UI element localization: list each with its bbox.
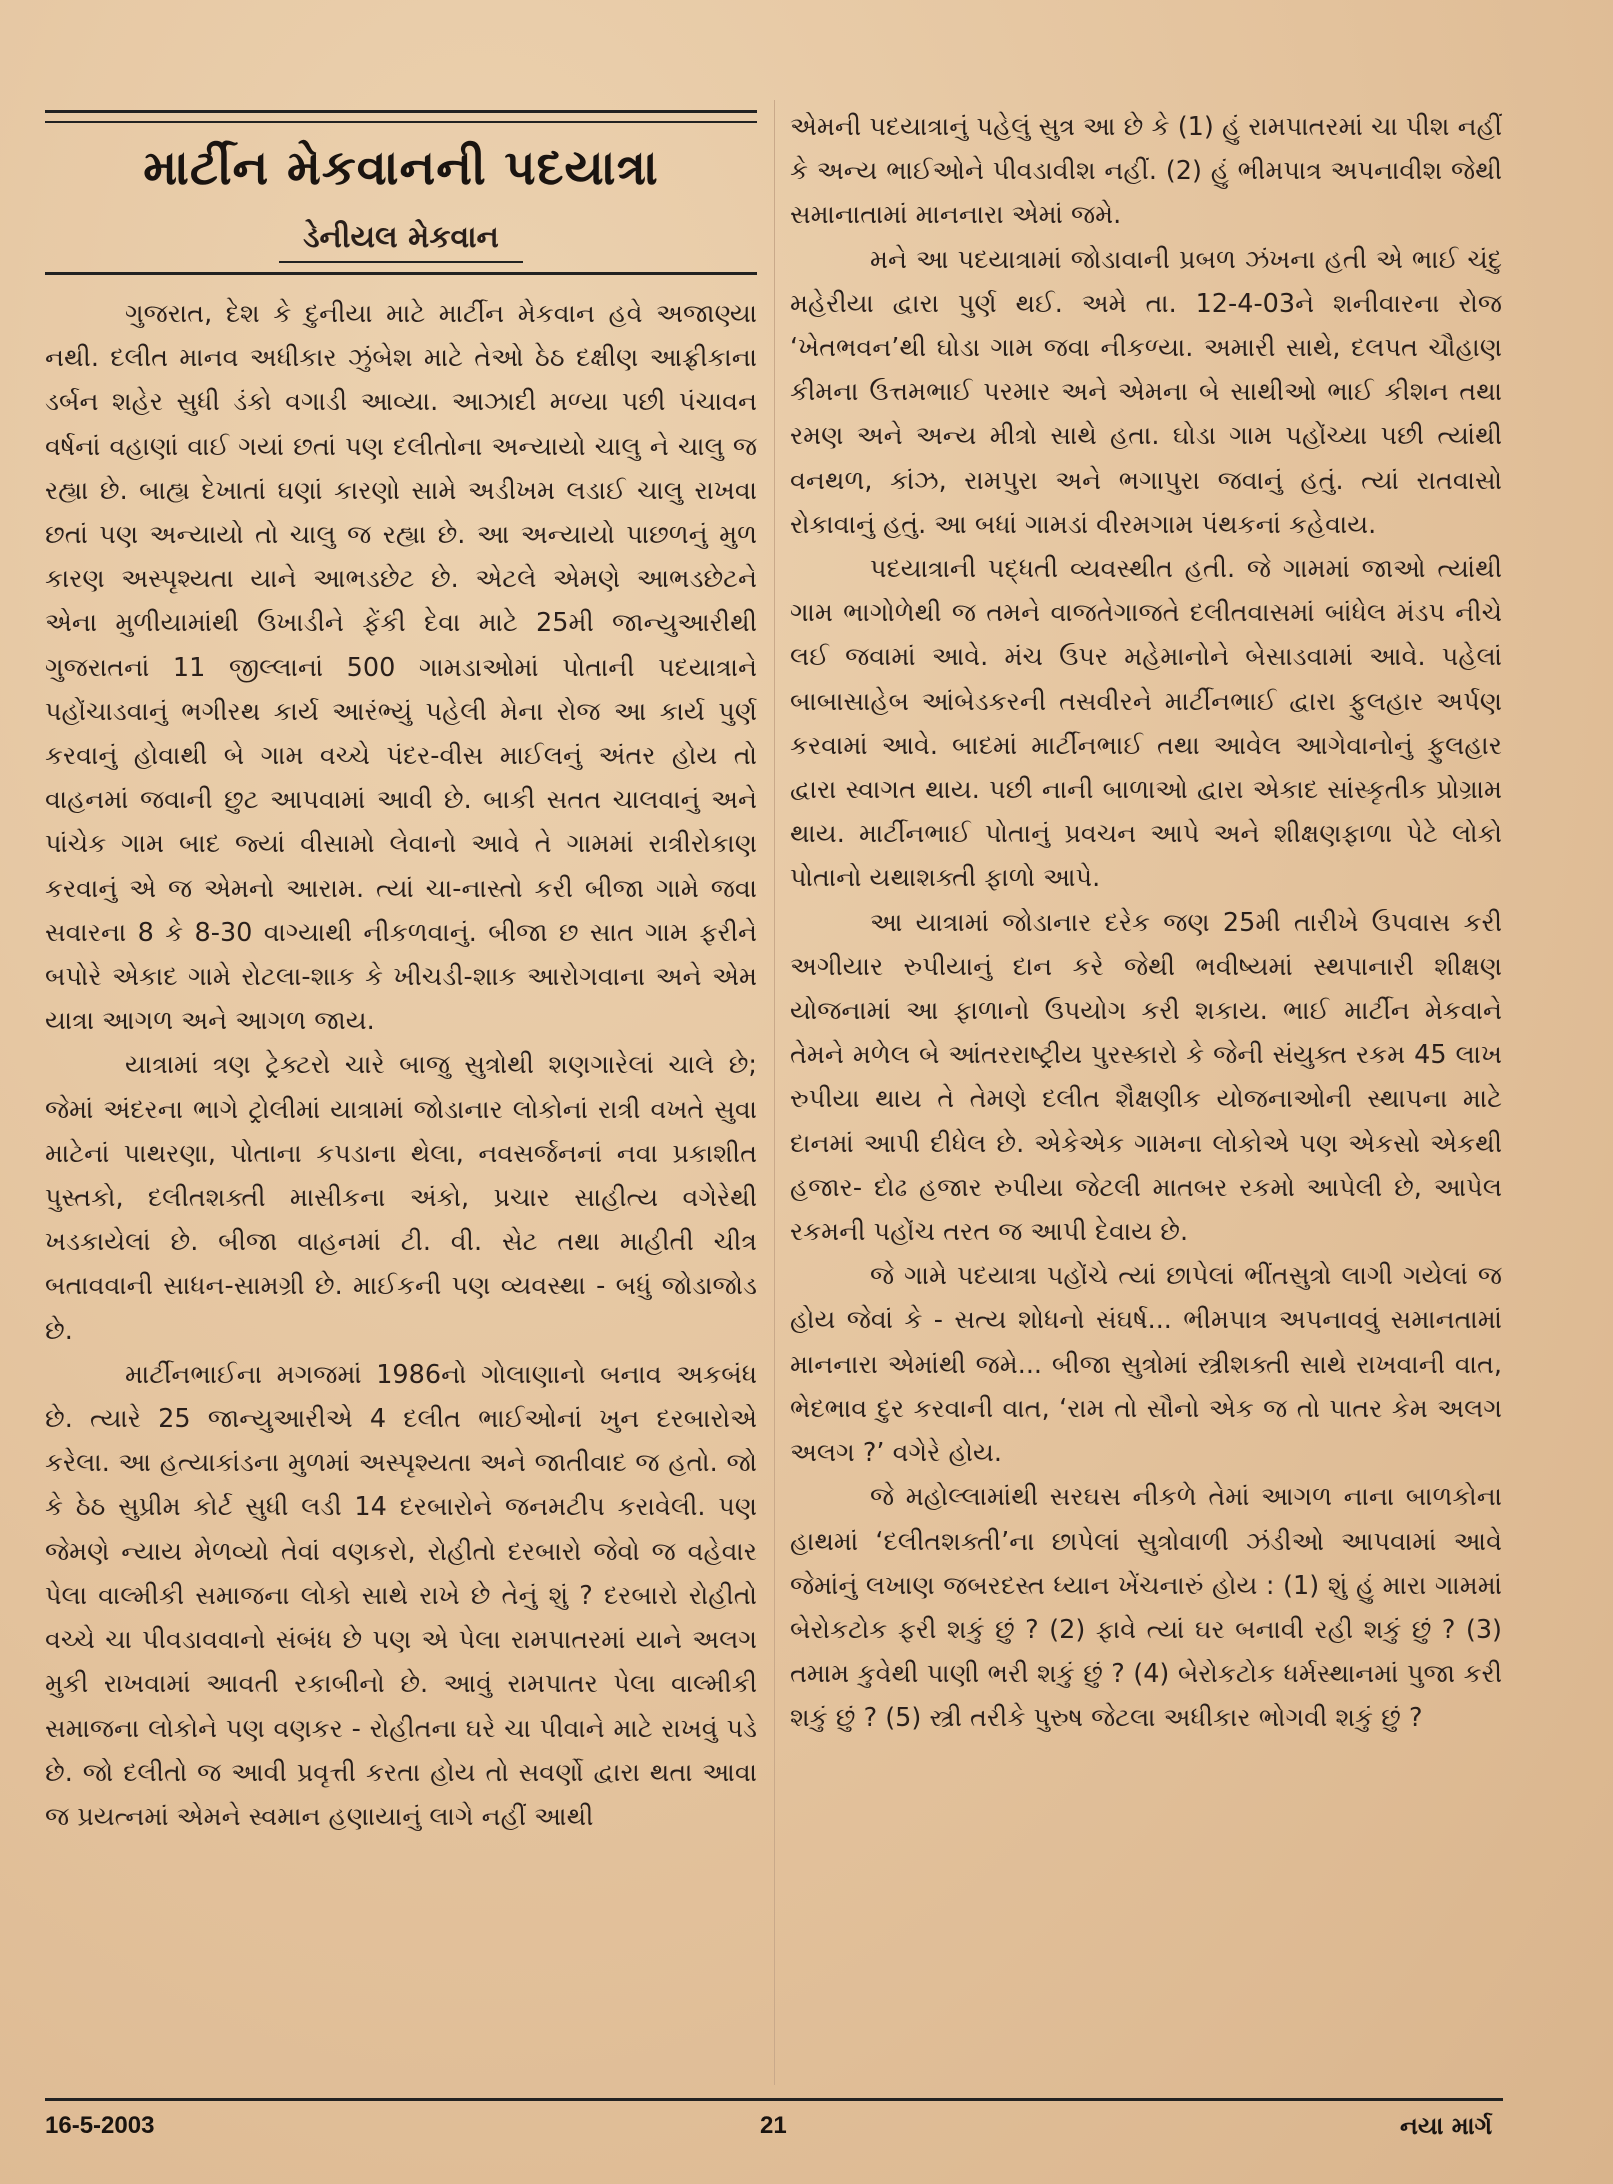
footer-date: 16-5-2003 — [45, 2112, 155, 2139]
column-divider — [774, 100, 775, 2085]
footer-rule — [45, 2098, 1503, 2101]
paragraph: પદયાત્રાની પદ્ધતી વ્યવસ્થીત હતી. જે ગામમાં જાઓ ત્યાંથી ગામ ભાગોળેથી જ તમને વાજતેગાજતે દલીતવાસમાં બાંધેલ મંડપ નીચે લઈ જવામાં આવે. મંચ ઉપર મહેમાનોને બેસાડવામાં આવે. પહેલાં બાબાસાહેબ આંબેડકરની તસવીરને માર્ટીનભાઈ દ્વારા ફુલહાર અર્પણ કરવામાં આવે. બાદમાં માર્ટીનભાઈ તથા આવેલ આગેવાનોનું ફુલહાર દ્વારા સ્વાગત થાય. પછી નાની બાળાઓ દ્વારા એકાદ સાંસ્કૃતીક પ્રોગ્રામ થાય. માર્ટીનભાઈ પોતાનું પ્રવચન આપે અને શીક્ષણફાળા પેટે લોકો પોતાનો યથાશક્તી ફાળો આપે. — [790, 554, 1502, 894]
paragraph: યાત્રામાં ત્રણ ટ્રેક્ટરો ચારે બાજુ સુત્રોથી શણગારેલાં ચાલે છે; જેમાં અંદરના ભાગે ટ્રોલીમાં યાત્રામાં જોડાનાર લોકોનાં રાત્રી વખતે સુવા માટેનાં પાથરણા, પોતાના કપડાના થેલા, નવસર્જનનાં નવા પ્રકાશીત પુસ્તકો, દલીતશક્તી માસીકના અંકો, પ્રચાર સાહીત્ય વગેરેથી ખડકાયેલાં છે. બીજા વાહનમાં ટી. વી. સેટ તથા માહીતી ચીત્ર બતાવવાની સાધન-સામગ્રી છે. માઈકની પણ વ્યવસ્થા - બધું જોડાજોડ છે. — [45, 1050, 757, 1346]
article-byline — [45, 220, 757, 255]
paragraph: મને આ પદયાત્રામાં જોડાવાની પ્રબળ ઝંખના હતી એ ભાઈ ચંદુ મહેરીયા દ્વારા પુર્ણ થઈ. અમે તા. 12-4-03ને શનીવારના રોજ ‘ખેતભવન’થી ઘોડા ગામ જવા નીકળ્યા. અમારી સાથે, દલપત ચૌહાણ કીમના ઉત્તમભાઈ પરમાર અને એમના બે સાથીઓ ભાઈ કીશન તથા રમણ અને અન્ય મીત્રો સાથે હતા. ઘોડા ગામ પહોંચ્યા પછી ત્યાંથી વનથળ, કાંઝ, રામપુરા અને ભગાપુરા જવાનું હતું. ત્યાં રાતવાસો રોકાવાનું હતું. આ બધાં ગામડાં વીરમગામ પંથકનાં કહેવાય. — [790, 244, 1502, 540]
paragraph: એમની પદયાત્રાનું પહેલું સુત્ર આ છે કે (1) હું રામપાતરમાં ચા પીશ નહીં કે અન્ય ભાઈઓને પીવડાવીશ નહીં. (2) હું ભીમપાત્ર અપનાવીશ જેથી સમાનાતામાં માનનારા એમાં જમે. — [790, 112, 1502, 231]
right-column — [790, 105, 1502, 1741]
article-title: માર્ટીન મેકવાનની પદયાત્રા — [143, 140, 659, 196]
title-top-rule — [45, 110, 757, 123]
magazine-name: નયા માર્ગ — [1400, 2112, 1493, 2140]
paragraph: આ યાત્રામાં જોડાનાર દરેક જણ 25મી તારીખે ઉપવાસ કરી અગીયાર રુપીયાનું દાન કરે જેથી ભવીષ્યમાં સ્થપાનારી શીક્ષણ યોજનામાં આ ફાળાનો ઉપયોગ કરી શકાય. ભાઈ માર્ટીન મેકવાને તેમને મળેલ બે આંતરરાષ્ટ્રીય પુરસ્કારો કે જેની સંયુક્ત રકમ 45 લાખ રુપીયા થાય તે તેમણે દલીત શૈક્ષણીક યોજનાઓની સ્થાપના માટે દાનમાં આપી દીધેલ છે. એકેએક ગામના લોકોએ પણ એકસો એકથી હજાર- દોઢ હજાર રુપીયા જેટલી માતબર રકમો આપેલી છે, આપેલ રકમની પહોંચ તરત જ આપી દેવાય છે. — [790, 907, 1502, 1248]
title-bottom-rule — [45, 272, 757, 275]
page-number: 21 — [760, 2112, 787, 2139]
paragraph: જે મહોલ્લામાંથી સરઘસ નીકળે તેમાં આગળ નાના બાળકોના હાથમાં ‘દલીતશક્તી’ના છાપેલાં સુત્રોવાળી ઝંડીઓ આપવામાં આવે જેમાંનું લખાણ જબરદસ્ત ધ્યાન ખેંચનારું હોય : (1) શું હું મારા ગામમાં બેરોકટોક ફરી શકું છું ? (2) ફાવે ત્યાં ઘર બનાવી રહી શકું છું ? (3) તમામ કુવેથી પાણી ભરી શકું છું ? (4) બેરોકટોક ધર્મસ્થાનમાં પુજા કરી શકું છું ? (5) સ્ત્રી તરીકે પુરુષ જેટલા અધીકાર ભોગવી શકું છું ? — [790, 1482, 1502, 1734]
left-column — [45, 292, 757, 1839]
paragraph: માર્ટીનભાઈના મગજમાં 1986નો ગોલાણાનો બનાવ અકબંધ છે. ત્યારે 25 જાન્યુઆરીએ 4 દલીત ભાઈઓનાં ખુન દરબારોએ કરેલા. આ હત્યાકાંડના મુળમાં અસ્પૃશ્યતા અને જાતીવાદ જ હતો. જો કે ઠેઠ સુપ્રીમ કોર્ટ સુધી લડી 14 દરબારોને જનમટીપ કરાવેલી. પણ જેમણે ન્યાય મેળવ્યો તેવાં વણકરો, રોહીતો દરબારો જેવો જ વહેવાર પેલા વાલ્મીકી સમાજના લોકો સાથે રાખે છે તેનું શું ? દરબારો રોહીતો વચ્ચે ચા પીવડાવવાનો સંબંધ છે પણ એ પેલા રામપાતરમાં યાને અલગ મુકી રાખવામાં આવતી રકાબીનો છે. આવું રામપાતર પેલા વાલ્મીકી સમાજના લોકોને પણ વણકર - રોહીતના ઘરે ચા પીવાને માટે રાખવું પડે છે. જો દલીતો જ આવી પ્રવૃત્તી કરતા હોય તો સવર્ણો દ્વારા થતા આવા જ પ્રયત્નમાં એમને સ્વમાન હણાયાનું લાગે નહીં આથી — [45, 1359, 757, 1832]
author-name: ડેનીયલ મેકવાન — [279, 220, 523, 263]
paragraph: ગુજરાત, દેશ કે દુનીયા માટે માર્ટીન મેકવાન હવે અજાણ્યા નથી. દલીત માનવ અધીકાર ઝુંબેશ માટે તેઓ ઠેઠ દક્ષીણ આફ્રીકાના ડર્બન શહેર સુધી ડંકો વગાડી આવ્યા. આઝાદી મળ્યા પછી પંચાવન વર્ષનાં વહાણાં વાઈ ગયાં છતાં પણ દલીતોના અન્યાયો ચાલુ ને ચાલુ જ રહ્યા છે. બાહ્ય દેખાતાં ઘણાં કારણો સામે અડીખમ લડાઈ ચાલુ રાખવા છતાં પણ અન્યાયો તો ચાલુ જ રહ્યા છે. આ અન્યાયો પાછળનું મુળ કારણ અસ્પૃશ્યતા યાને આભડછેટ છે. એટલે એમણે આભડછેટને એના મુળીયામાંથી ઉખાડીને ફેંકી દેવા માટે 25મી જાન્યુઆરીથી ગુજરાતનાં 11 જીલ્લાનાં 500 ગામડાઓમાં પોતાની પદયાત્રાને પહોંચાડવાનું ભગીરથ કાર્ય આરંભ્યું પહેલી મેના રોજ આ કાર્ય પુર્ણ કરવાનું હોવાથી બે ગામ વચ્ચે પંદર-વીસ માઈલનું અંતર હોય તો વાહનમાં જવાની છુટ આપવામાં આવી છે. બાકી સતત ચાલવાનું અને પાંચેક ગામ બાદ જ્યાં વીસામો લેવાનો આવે તે ગામમાં રાત્રીરોકાણ કરવાનું એ જ એમનો આરામ. ત્યાં ચા-નાસ્તો કરી બીજા ગામે જવા સવારના 8 કે 8-30 વાગ્યાથી નીકળવાનું. બીજા છ સાત ગામ ફરીને બપોરે એકાદ ગામે રોટલા-શાક કે ખીચડી-શાક આરોગવાના અને એમ યાત્રા આગળ અને આગળ જાય. — [45, 299, 757, 1037]
paragraph: જે ગામે પદયાત્રા પહોંચે ત્યાં છાપેલાં ભીંતસુત્રો લાગી ગયેલાં જ હોય જેવાં કે - સત્ય શોધનો સંઘર્ષ... ભીમપાત્ર અપનાવવું સમાનતામાં માનનારા એમાંથી જમે... બીજા સુત્રોમાં સ્ત્રીશક્તી સાથે રાખવાની વાત, ભેદભાવ દુર કરવાની વાત, ‘રામ તો સૌનો એક જ તો પાતર કેમ અલગ અલગ ?’ વગેરે હોય. — [790, 1261, 1502, 1469]
